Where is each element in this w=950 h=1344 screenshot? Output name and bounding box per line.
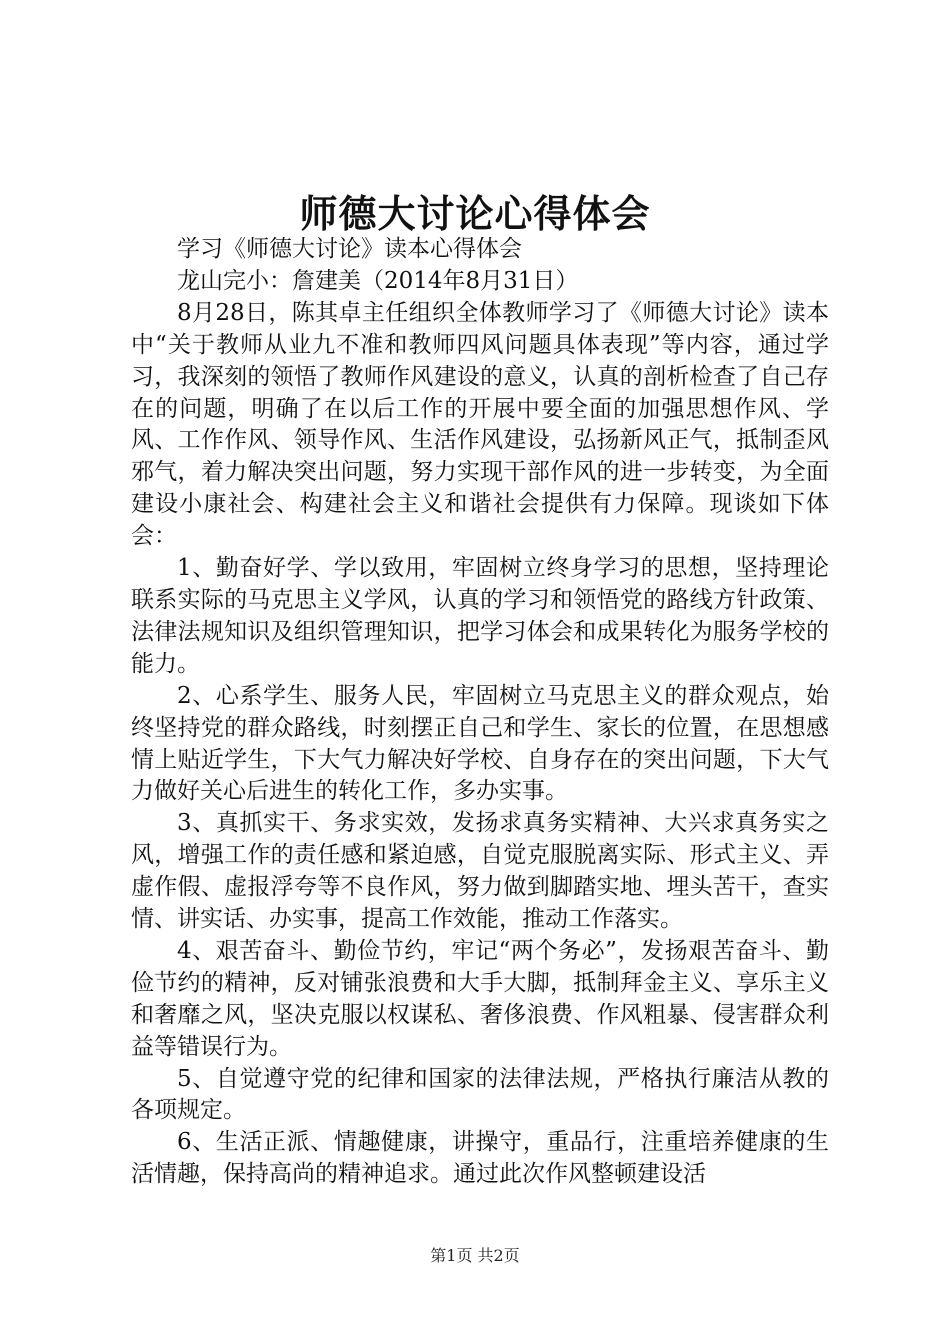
document-title: 师德大讨论心得体会 (299, 191, 651, 236)
page-number-footer: 第1页 共2页 (430, 1246, 520, 1265)
point-paragraph-6: 6、生活正派、情趣健康，讲操守，重品行，注重培养健康的生活情趣，保持高尚的精神追求。通过此次作风整顿建设活 (131, 1129, 829, 1188)
point-paragraph-2: 2、心系学生、服务人民，牢固树立马克思主义的群众观点，始终坚持党的群众路线，时刻摆正自己和学生、家长的位置，在思想感情上贴近学生，下大气力解决好学校、自身存在的突出问题，下大气力做好关心后进生的转化工作，多办实事。 (131, 682, 829, 805)
point-paragraph-3: 3、真抓实干、务求实效，发扬求真务实精神、大兴求真务实之风，增强工作的责任感和紧迫感，自觉克服脱离实际、形式主义、弄虚作假、虚报浮夸等不良作风，努力做到脚踏实地、埋头苦干，查实情、讲实话、办实事，提高工作效能，推动工作落实。 (131, 810, 829, 933)
intro-paragraph: 8月28日，陈其卓主任组织全体教师学习了《师德大讨论》读本中“关于教师从业九不准和教师四风问题具体表现”等内容，通过学习，我深刻的领悟了教师作风建设的意义，认真的剖析检查了自己存在的问题，明确了在以后工作的开展中要全面的加强思想作风、学风、工作作风、领导作风、生活作风建设，弘扬新风正气，抵制歪风邪气，着力解决突出问题，努力实现干部作风的进一步转变，为全面建设小康社会、构建社会主义和谐社会提供有力保障。现谈如下体会： (131, 299, 829, 550)
document-body (131, 234, 829, 1191)
point-paragraph-1: 1、勤奋好学、学以致用，牢固树立终身学习的思想，坚持理论联系实际的马克思主义学风，认真的学习和领悟党的路线方针政策、法律法规知识及组织管理知识，把学习体会和成果转化为服务学校的能力。 (131, 555, 829, 677)
author-line: 龙山完小：詹建美（2014年8月31日） (177, 267, 579, 294)
point-paragraph-5: 5、自觉遵守党的纪律和国家的法律法规，严格执行廉洁从教的各项规定。 (131, 1065, 829, 1124)
point-paragraph-4: 4、艰苦奋斗、勤俭节约，牢记“两个务必”，发扬艰苦奋斗、勤俭节约的精神，反对铺张浪费和大手大脚，抵制拜金主义、享乐主义和奢靡之风，坚决克服以权谋私、奢侈浪费、作风粗暴、侵害群众利益等错误行为。 (131, 937, 829, 1060)
subtitle-paragraph: 学习《师德大讨论》读本心得体会 (177, 236, 522, 262)
